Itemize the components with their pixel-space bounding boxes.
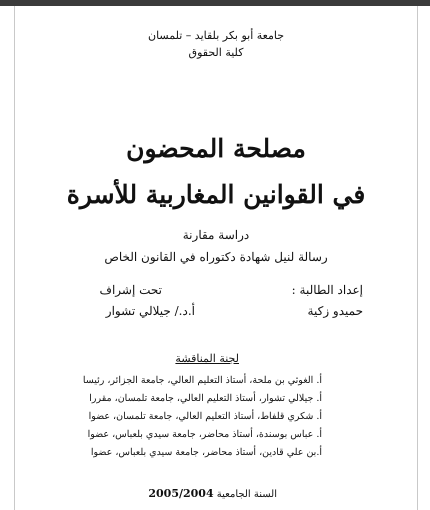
jury-member: أ. جيلالي تشوار، أستاذ التعليم العالي، جامعة تلمسان، مقررا [89,393,322,404]
study-type: دراسة مقارنة [182,228,250,242]
university-name: جامعة أبو بكر بلقايد – تلمسان [148,29,284,42]
jury-member: أ. الغوثي بن ملحة، أستاذ التعليم العالي، جامعة الجزائر، رئيسا [82,375,322,386]
jury-member: أ.بن علي قادين، أستاذ محاضر، جامعة سيدي بلعباس، عضوا [90,447,322,458]
academic-year-label: السنة الجامعية [216,489,277,500]
academic-year [148,487,277,500]
thesis-title-line-1: مصلحة المحضون [126,134,306,163]
academic-year-value: 2005/2004 [148,487,214,500]
student-name: حميدو زكية [307,304,363,318]
jury-member: أ. عباس بوسندة، أستاذ محاضر، جامعة سيدي بلعباس، عضوا [87,429,322,440]
supervision-label: تحت إشراف [99,283,162,297]
faculty-name: كلية الحقوق [188,46,244,59]
prepared-by-label: إعداد الطالبة : [291,283,363,297]
jury-heading: لجنة المناقشة [175,352,239,365]
thesis-note: رسالة لنيل شهادة دكتوراه في القانون الخاص [104,250,328,264]
thesis-title-line-2: في القوانين المغاربية للأسرة [66,180,366,209]
jury-member: أ. شكري قلفاط، أستاذ التعليم العالي، جامعة تلمسان، عضوا [88,411,322,422]
document-page [14,6,418,510]
supervisor-name: أ.د./ جيلالي تشوار [105,304,195,318]
